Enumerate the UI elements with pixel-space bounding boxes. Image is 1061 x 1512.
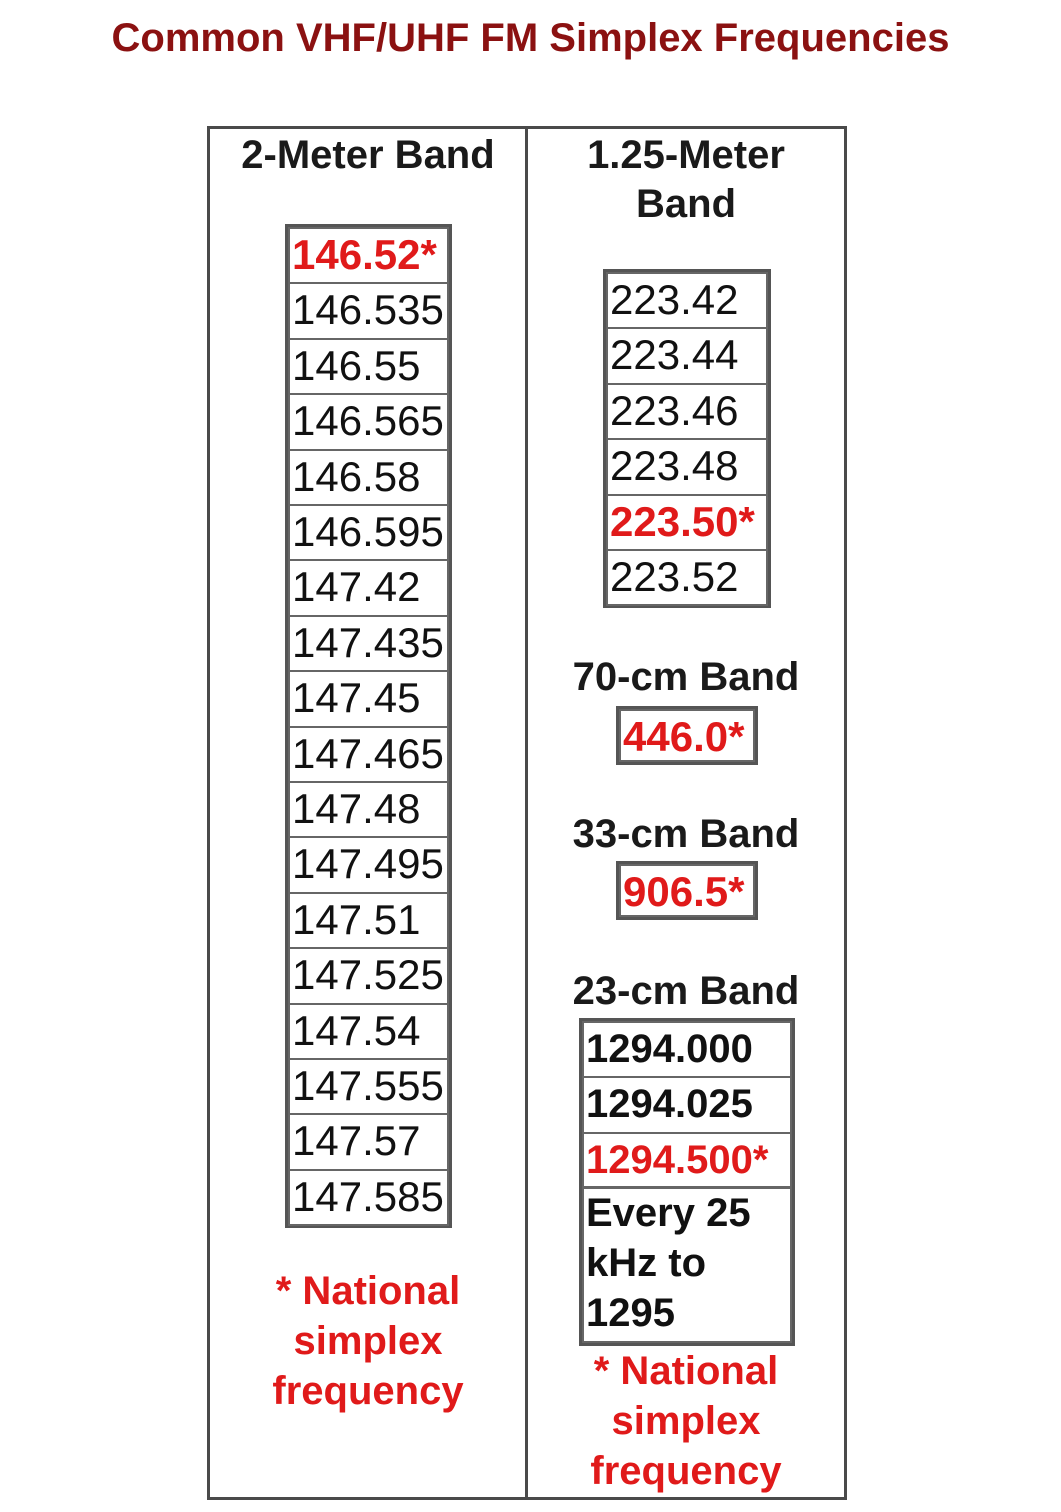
twenty-three-cm-frequency-cell: 1294.025: [582, 1076, 792, 1133]
seventy-cm-band-header: 70-cm Band: [572, 655, 800, 699]
two-meter-frequency-cell: 147.54: [288, 1003, 449, 1060]
range-note-line2: kHz to: [586, 1241, 706, 1285]
twenty-three-cm-frequency-list: [579, 1018, 795, 1346]
one-twenty-five-meter-frequency-list: [603, 269, 771, 608]
two-meter-frequency-cell: 147.495: [288, 836, 449, 893]
two-meter-frequency-cell: 147.45: [288, 670, 449, 727]
seventy-cm-frequency-box: [616, 706, 758, 765]
left-footnote: [210, 1266, 526, 1416]
two-meter-frequency-cell: 147.465: [288, 726, 449, 783]
right-footnote-line1: * National: [593, 1349, 779, 1393]
range-note-line1: Every 25: [586, 1191, 751, 1235]
thirty-three-cm-frequency: 906.5*: [619, 864, 755, 917]
two-meter-frequency-cell: 147.435: [288, 615, 449, 672]
two-meter-frequency-cell: 147.51: [288, 892, 449, 949]
one-twenty-five-header-line2: Band: [636, 182, 736, 226]
one-twenty-five-meter-frequency-cell: 223.46: [606, 383, 768, 440]
two-meter-frequency-cell: 147.48: [288, 781, 449, 838]
two-meter-frequency-cell: 147.525: [288, 947, 449, 1004]
two-meter-frequency-cell: 147.585: [288, 1169, 449, 1226]
thirty-three-cm-frequency-box: [616, 861, 758, 920]
left-footnote-line1: * National: [275, 1269, 461, 1313]
two-meter-frequency-cell: 147.42: [288, 559, 449, 616]
two-meter-frequency-cell: 146.595: [288, 504, 449, 561]
seventy-cm-frequency: 446.0*: [619, 709, 755, 762]
two-meter-frequency-cell: 146.55: [288, 338, 449, 395]
one-twenty-five-meter-frequency-cell: 223.52: [606, 549, 768, 606]
one-twenty-five-meter-band-header: [528, 131, 844, 229]
one-twenty-five-meter-frequency-cell: 223.48: [606, 438, 768, 495]
right-footnote-line2: simplex: [611, 1399, 761, 1443]
left-footnote-line2: simplex: [293, 1319, 443, 1363]
range-note-line3: 1295: [586, 1291, 675, 1335]
right-footnote: [528, 1346, 844, 1496]
page-title: Common VHF/UHF FM Simplex Frequencies: [111, 16, 950, 60]
twenty-three-cm-range-note: [582, 1186, 792, 1343]
two-meter-band-header: 2-Meter Band: [241, 133, 495, 177]
two-meter-frequency-cell: 146.565: [288, 393, 449, 450]
two-meter-frequency-cell: 146.52*: [288, 227, 449, 284]
left-footnote-line3: frequency: [272, 1369, 464, 1413]
one-twenty-five-meter-frequency-cell: 223.50*: [606, 494, 768, 551]
one-twenty-five-meter-frequency-cell: 223.42: [606, 272, 768, 329]
two-meter-frequency-cell: 147.555: [288, 1058, 449, 1115]
two-meter-frequency-cell: 146.535: [288, 282, 449, 339]
thirty-three-cm-band-header: 33-cm Band: [572, 812, 800, 856]
one-twenty-five-header-line1: 1.25-Meter: [587, 133, 785, 177]
two-meter-frequency-cell: 147.57: [288, 1113, 449, 1170]
twenty-three-cm-band-header: 23-cm Band: [572, 969, 800, 1013]
twenty-three-cm-frequency-cell: 1294.500*: [582, 1132, 792, 1189]
two-meter-frequency-list: [285, 224, 452, 1228]
one-twenty-five-meter-frequency-cell: 223.44: [606, 327, 768, 384]
two-meter-frequency-cell: 146.58: [288, 449, 449, 506]
right-footnote-line3: frequency: [590, 1449, 782, 1493]
twenty-three-cm-frequency-cell: 1294.000: [582, 1021, 792, 1078]
